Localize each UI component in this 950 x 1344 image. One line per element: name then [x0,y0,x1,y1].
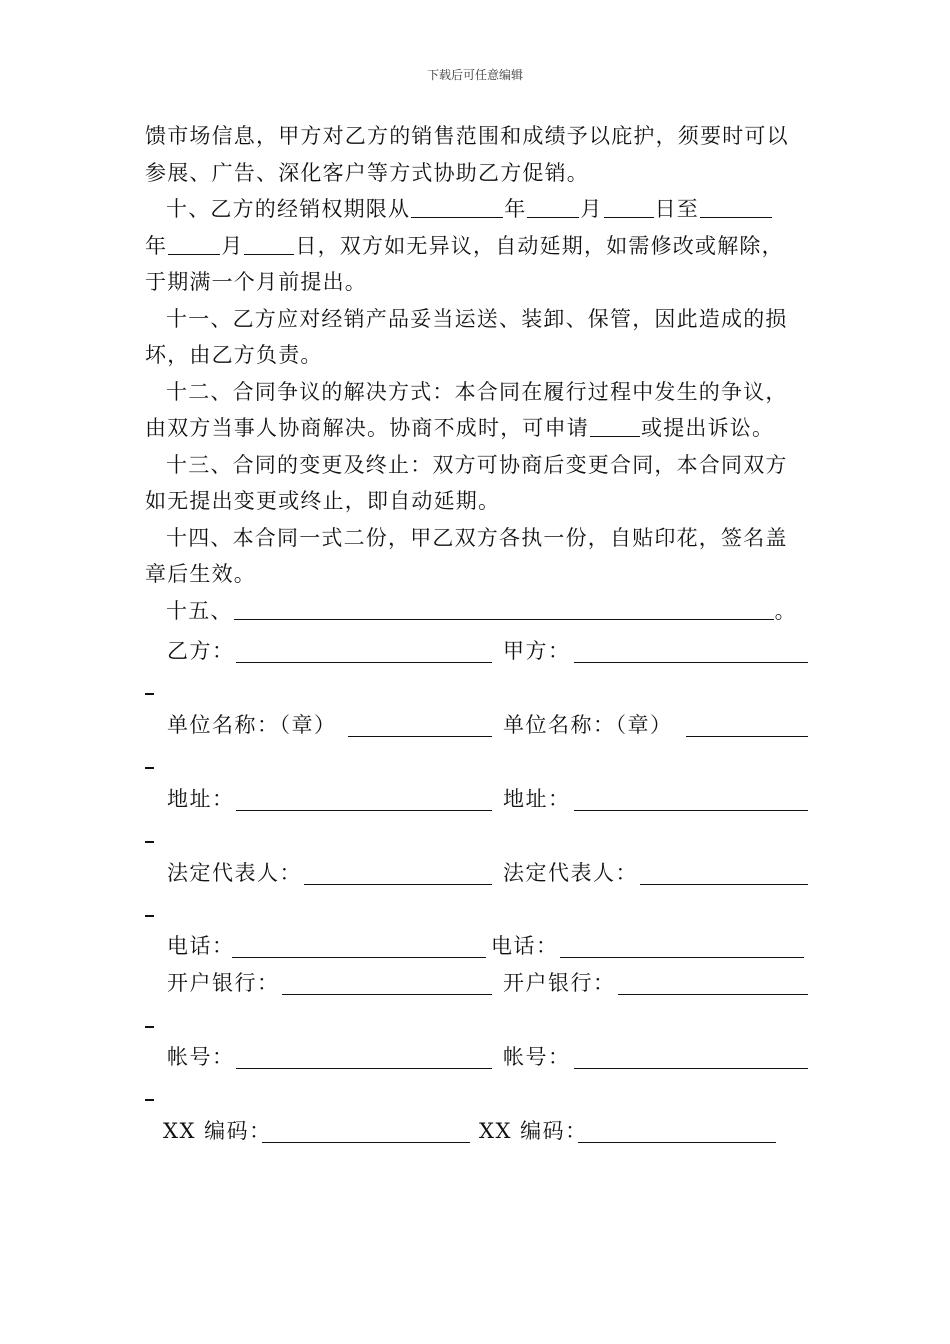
clause-10-line-2 [145,228,810,265]
party-a-field[interactable] [574,642,808,663]
contract-body [145,118,810,629]
party-a-legal-rep-label: 法定代表人： [503,861,638,885]
party-b-bank-label: 开户银行： [167,971,280,995]
party-b-legal-rep-field[interactable] [304,864,492,885]
party-b-unit-field[interactable] [348,716,492,737]
party-b-account-label: 帐号： [167,1045,235,1069]
party-a-phone-label: 电话： [491,934,559,958]
clause-13-line-2: 如无提出变更或终止，即自动延期。 [145,489,501,513]
party-a-address-field[interactable] [574,790,808,811]
clause-11-line-2: 坏，由乙方负责。 [145,343,323,367]
party-b-unit-label: 单位名称：（章） [167,713,337,737]
party-row [145,636,825,666]
clause-12-text: 由双方当事人协商解决。协商不成时，可申请 [145,416,589,440]
party-a-label: 甲方： [503,639,571,663]
overflow-dash [145,841,154,843]
year-label: 年 [145,233,168,258]
party-a-postcode-label [479,1116,588,1146]
party-b-account-field[interactable] [236,1048,492,1069]
start-year-field[interactable] [411,197,503,218]
party-b-postcode-field[interactable] [262,1122,470,1143]
party-a-account-field[interactable] [574,1048,808,1069]
party-a-unit-field[interactable] [686,716,808,737]
party-a-phone-field[interactable] [560,937,804,958]
account-row [145,1042,825,1072]
party-b-address-label: 地址： [167,787,235,811]
clause-12-line-1: 十二、合同争议的解决方式：本合同在履行过程中发生的争议， [166,379,788,404]
overflow-dash [145,767,154,769]
party-a-legal-rep-field[interactable] [640,864,808,885]
phone-row [145,931,825,961]
party-b-phone-field[interactable] [232,937,486,958]
month-label: 月 [221,233,244,258]
party-b-field[interactable] [236,642,492,663]
clause-11-line-1: 十一、乙方应对经销产品妥当运送、装卸、保管，因此造成的损 [166,306,788,331]
end-year-field[interactable] [700,197,772,218]
month-label: 月 [580,197,603,221]
party-b-address-field[interactable] [236,790,492,811]
postcode-label-text: XX 编码： [479,1119,588,1143]
clause-13-line-1: 十三、合同的变更及终止：双方可协商后变更合同，本合同双方 [166,452,788,477]
unit-name-row [145,710,825,740]
start-day-field[interactable] [604,197,654,218]
arbitration-body-field[interactable] [590,416,640,437]
party-a-postcode-field[interactable] [578,1122,776,1143]
party-a-bank-field[interactable] [618,974,808,995]
clause-15-line [145,593,810,630]
party-b-bank-field[interactable] [282,974,492,995]
party-b-phone-label: 电话： [167,934,235,958]
clause-12-line-2 [145,410,810,447]
clause-14-line-2: 章后生效。 [145,562,256,586]
bank-row [145,968,825,998]
clause-10-text: 十、乙方的经销权期限从 [166,197,411,221]
year-label: 年 [504,197,527,221]
party-a-account-label: 帐号： [503,1045,571,1069]
legal-rep-row [145,858,825,888]
clause-15-end: 。 [774,598,797,623]
clause-12-text-end: 或提出诉讼。 [641,416,775,440]
party-b-label: 乙方： [167,639,235,663]
party-b-postcode-label [163,1116,272,1146]
clause-10-line-3: 于期满一个月前提出。 [145,270,367,294]
postcode-label-text: XX 编码： [163,1119,272,1143]
party-b-legal-rep-label: 法定代表人： [167,861,302,885]
party-a-unit-label: 单位名称：（章） [503,713,673,737]
address-row [145,784,825,814]
clause-9-continuation-line-1: 馈市场信息，甲方对乙方的销售范围和成绩予以庇护，须要时可以 [145,124,789,148]
end-day-field[interactable] [244,234,294,255]
clause-14-line-1: 十四、本合同一式二份，甲乙双方各执一份，自贴印花，签名盖 [166,525,788,550]
party-a-bank-label: 开户银行： [503,971,616,995]
overflow-dash [145,693,154,695]
clause-10-line-1 [145,191,810,228]
day-to-label: 日至 [654,197,700,221]
clause-10-text-rest: 日，双方如无异议，自动延期，如需修改或解除， [295,233,784,258]
overflow-dash [145,1026,154,1028]
overflow-dash [145,915,154,917]
postcode-row [145,1116,825,1146]
page-header: 下载后可任意编辑 [426,68,523,82]
start-month-field[interactable] [527,197,579,218]
party-a-address-label: 地址： [503,787,571,811]
end-month-field[interactable] [168,234,220,255]
clause-15-field[interactable] [234,599,774,620]
overflow-dash [145,1099,154,1101]
clause-9-continuation-line-2: 参展、广告、深化客户等方式协助乙方促销。 [145,160,589,185]
clause-15-label: 十五、 [166,598,233,623]
